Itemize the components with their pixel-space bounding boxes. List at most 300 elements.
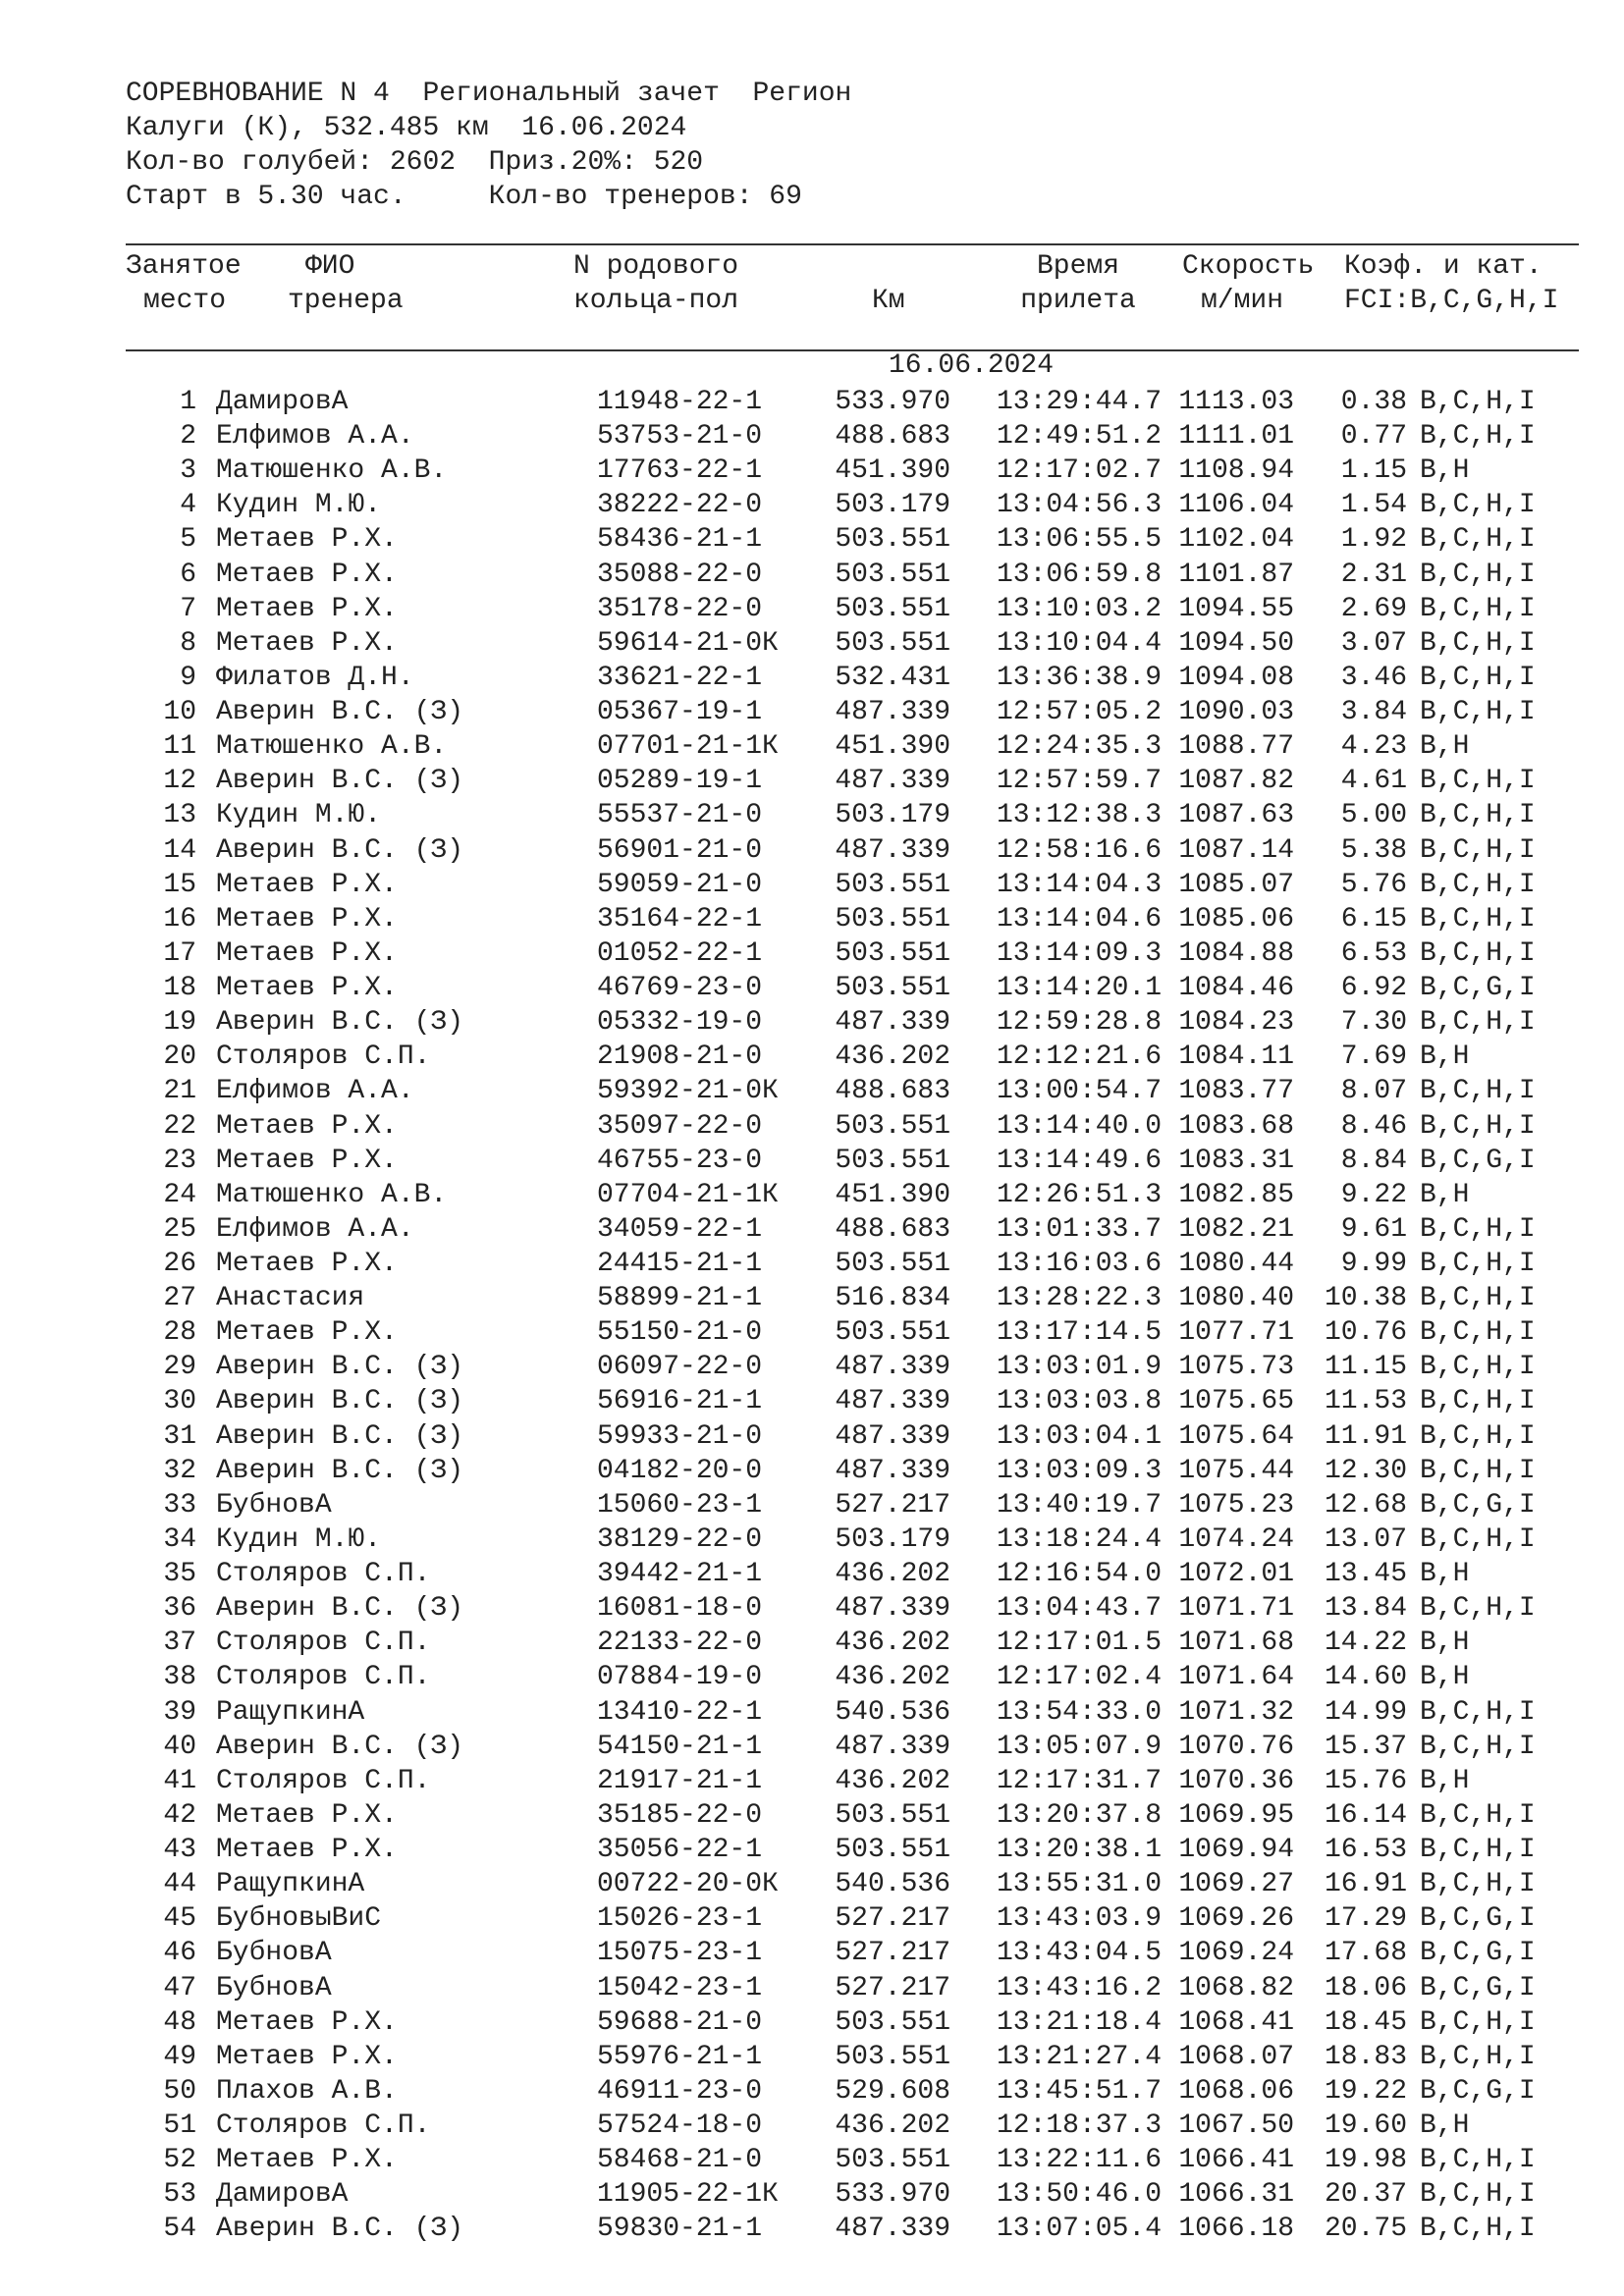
place-cell: 53 xyxy=(163,2179,196,2211)
category-cell: B,C,H,I xyxy=(1420,1799,1536,1831)
coefficient-cell: 12.68 xyxy=(1324,1489,1407,1521)
category-cell: B,C,H,I xyxy=(1420,387,1536,417)
ring-cell: 46755-23-0 xyxy=(597,1145,763,1176)
coefficient-cell: 1.15 xyxy=(1340,455,1407,487)
category-cell: B,C,H,I xyxy=(1420,524,1536,556)
coefficient-cell: 14.99 xyxy=(1324,1696,1407,1728)
place-cell: 7 xyxy=(180,593,196,624)
arrival-time-cell: 13:43:04.5 xyxy=(996,1938,1162,1969)
arrival-time-cell: 13:05:07.9 xyxy=(996,1731,1162,1762)
speed-cell: 1106.04 xyxy=(1178,490,1294,521)
distance-cell: 487.339 xyxy=(835,834,950,866)
arrival-time-cell: 13:14:04.6 xyxy=(996,903,1162,934)
coefficient-cell: 20.37 xyxy=(1324,2179,1407,2211)
distance-cell: 487.339 xyxy=(835,1455,950,1486)
col-ring-label: N родового xyxy=(573,251,739,282)
trainer-cell: Метаев Р.Х. xyxy=(216,937,398,969)
trainer-cell: Метаев Р.Х. xyxy=(216,1799,398,1831)
category-cell: B,C,H,I xyxy=(1420,1007,1536,1039)
place-cell: 23 xyxy=(163,1145,196,1176)
table-row xyxy=(126,1281,1579,1315)
distance-cell: 487.339 xyxy=(835,697,950,728)
coefficient-cell: 4.23 xyxy=(1340,731,1407,763)
distance-cell: 451.390 xyxy=(835,731,950,763)
ring-cell: 58436-21-1 xyxy=(597,524,763,556)
table-row xyxy=(126,868,1579,902)
distance-cell: 503.551 xyxy=(835,593,950,624)
place-cell: 9 xyxy=(180,662,196,693)
distance-cell: 527.217 xyxy=(835,1938,950,1969)
coefficient-cell: 16.53 xyxy=(1324,1835,1407,1866)
place-cell: 37 xyxy=(163,1628,196,1659)
category-cell: B,H xyxy=(1420,1179,1470,1210)
place-cell: 39 xyxy=(163,1696,196,1728)
distance-cell: 488.683 xyxy=(835,1076,950,1107)
category-cell: B,C,H,I xyxy=(1420,1696,1536,1728)
table-row xyxy=(126,1144,1579,1178)
arrival-time-cell: 13:28:22.3 xyxy=(996,1283,1162,1314)
place-cell: 2 xyxy=(180,421,196,453)
pigeon-count: Кол-во голубей: 2602 Приз.20%: 520 xyxy=(126,147,704,178)
table-row xyxy=(126,729,1579,764)
place-cell: 41 xyxy=(163,1765,196,1796)
trainer-cell: Аверин В.С. (З) xyxy=(216,1386,464,1417)
speed-cell: 1072.01 xyxy=(1178,1559,1294,1590)
distance-cell: 436.202 xyxy=(835,1765,950,1796)
coefficient-cell: 15.76 xyxy=(1324,1765,1407,1796)
coefficient-cell: 7.69 xyxy=(1340,1041,1407,1073)
place-cell: 12 xyxy=(163,766,196,797)
trainer-cell: БубновА xyxy=(216,1938,332,1969)
trainer-cell: Анастасия xyxy=(216,1283,365,1314)
table-row xyxy=(126,1730,1579,1764)
coefficient-cell: 15.37 xyxy=(1324,1731,1407,1762)
trainer-cell: БубновА xyxy=(216,1489,332,1521)
trainer-cell: Метаев Р.Х. xyxy=(216,2041,398,2072)
distance-cell: 487.339 xyxy=(835,2214,950,2245)
col-name-sublabel: тренера xyxy=(288,286,404,316)
trainer-cell: Метаев Р.Х. xyxy=(216,903,398,934)
ring-cell: 38222-22-0 xyxy=(597,490,763,521)
speed-cell: 1083.77 xyxy=(1178,1076,1294,1107)
category-cell: B,C,H,I xyxy=(1420,1352,1536,1383)
speed-cell: 1071.32 xyxy=(1178,1696,1294,1728)
arrival-time-cell: 13:14:40.0 xyxy=(996,1110,1162,1142)
ring-cell: 59059-21-0 xyxy=(597,869,763,900)
table-row xyxy=(126,833,1579,868)
coefficient-cell: 10.38 xyxy=(1324,1283,1407,1314)
trainer-cell: Метаев Р.Х. xyxy=(216,627,398,659)
trainer-cell: Столяров С.П. xyxy=(216,1041,431,1073)
ring-cell: 58899-21-1 xyxy=(597,1283,763,1314)
speed-cell: 1074.24 xyxy=(1178,1523,1294,1555)
table-row xyxy=(126,1247,1579,1281)
table-row xyxy=(126,419,1579,454)
table-row xyxy=(126,592,1579,626)
trainer-cell: ДамировА xyxy=(216,2179,349,2211)
arrival-time-cell: 13:43:16.2 xyxy=(996,1972,1162,2003)
trainer-cell: Аверин В.С. (З) xyxy=(216,1731,464,1762)
category-cell: B,C,H,I xyxy=(1420,903,1536,934)
distance-cell: 529.608 xyxy=(835,2075,950,2107)
speed-cell: 1087.82 xyxy=(1178,766,1294,797)
ring-cell: 22133-22-0 xyxy=(597,1628,763,1659)
table-row xyxy=(126,1315,1579,1350)
arrival-time-cell: 12:16:54.0 xyxy=(996,1559,1162,1590)
ring-cell: 05289-19-1 xyxy=(597,766,763,797)
table-row xyxy=(126,1867,1579,1901)
ring-cell: 59830-21-1 xyxy=(597,2214,763,2245)
category-cell: B,H xyxy=(1420,1628,1470,1659)
category-cell: B,C,H,I xyxy=(1420,593,1536,624)
ring-cell: 46911-23-0 xyxy=(597,2075,763,2107)
arrival-time-cell: 13:22:11.6 xyxy=(996,2145,1162,2176)
distance-cell: 436.202 xyxy=(835,1041,950,1073)
category-cell: B,C,H,I xyxy=(1420,2179,1536,2211)
table-row xyxy=(126,2212,1579,2246)
category-cell: B,C,H,I xyxy=(1420,1386,1536,1417)
distance-cell: 527.217 xyxy=(835,1972,950,2003)
arrival-time-cell: 13:50:46.0 xyxy=(996,2179,1162,2211)
arrival-time-cell: 13:43:03.9 xyxy=(996,1903,1162,1935)
distance-cell: 503.179 xyxy=(835,1523,950,1555)
speed-cell: 1111.01 xyxy=(1178,421,1294,453)
arrival-time-cell: 13:21:27.4 xyxy=(996,2041,1162,2072)
speed-cell: 1071.71 xyxy=(1178,1593,1294,1625)
table-row xyxy=(126,1591,1579,1626)
speed-cell: 1066.18 xyxy=(1178,2214,1294,2245)
trainer-cell: Матюшенко А.В. xyxy=(216,1179,448,1210)
column-headers xyxy=(126,249,1579,318)
ring-cell: 07884-19-0 xyxy=(597,1662,763,1693)
top-rule xyxy=(126,243,1579,245)
coefficient-cell: 5.76 xyxy=(1340,869,1407,900)
ring-cell: 11948-22-1 xyxy=(597,387,763,417)
place-cell: 32 xyxy=(163,1455,196,1486)
coefficient-cell: 14.22 xyxy=(1324,1628,1407,1659)
table-row xyxy=(126,1074,1579,1108)
speed-cell: 1070.76 xyxy=(1178,1731,1294,1762)
category-cell: B,H xyxy=(1420,1765,1470,1796)
category-cell: B,C,H,I xyxy=(1420,1317,1536,1349)
table-row xyxy=(126,764,1579,798)
speed-cell: 1084.46 xyxy=(1178,973,1294,1004)
speed-cell: 1069.24 xyxy=(1178,1938,1294,1969)
coefficient-cell: 12.30 xyxy=(1324,1455,1407,1486)
coefficient-cell: 1.54 xyxy=(1340,490,1407,521)
speed-cell: 1082.85 xyxy=(1178,1179,1294,1210)
ring-cell: 56901-21-0 xyxy=(597,834,763,866)
col-speed-sublabel: м/мин xyxy=(1201,286,1284,316)
coefficient-cell: 16.14 xyxy=(1324,1799,1407,1831)
arrival-time-cell: 13:06:55.5 xyxy=(996,524,1162,556)
speed-cell: 1068.06 xyxy=(1178,2075,1294,2107)
speed-cell: 1094.50 xyxy=(1178,627,1294,659)
ring-cell: 35088-22-0 xyxy=(597,559,763,590)
place-cell: 26 xyxy=(163,1249,196,1279)
place-cell: 48 xyxy=(163,2006,196,2038)
trainer-cell: Кудин М.Ю. xyxy=(216,800,382,831)
table-row xyxy=(126,1212,1579,1247)
trainer-cell: Метаев Р.Х. xyxy=(216,973,398,1004)
ring-cell: 59392-21-0К xyxy=(597,1076,779,1107)
table-row xyxy=(126,1384,1579,1418)
distance-cell: 503.551 xyxy=(835,2006,950,2038)
coefficient-cell: 2.69 xyxy=(1340,593,1407,624)
distance-cell: 503.551 xyxy=(835,1145,950,1176)
category-cell: B,C,H,I xyxy=(1420,559,1536,590)
trainer-cell: Аверин В.С. (З) xyxy=(216,1352,464,1383)
speed-cell: 1080.40 xyxy=(1178,1283,1294,1314)
arrival-time-cell: 12:57:59.7 xyxy=(996,766,1162,797)
category-cell: B,H xyxy=(1420,1559,1470,1590)
arrival-time-cell: 13:17:14.5 xyxy=(996,1317,1162,1349)
speed-cell: 1084.11 xyxy=(1178,1041,1294,1073)
distance-cell: 503.551 xyxy=(835,524,950,556)
speed-cell: 1069.94 xyxy=(1178,1835,1294,1866)
speed-cell: 1082.21 xyxy=(1178,1213,1294,1245)
col-speed-label: Скорость xyxy=(1182,251,1315,282)
table-row xyxy=(126,2005,1579,2040)
table-row xyxy=(126,488,1579,522)
distance-cell: 488.683 xyxy=(835,421,950,453)
category-cell: B,C,H,I xyxy=(1420,800,1536,831)
table-row xyxy=(126,1695,1579,1730)
col-ring-sublabel: кольца-пол xyxy=(573,286,739,316)
trainer-cell: Столяров С.П. xyxy=(216,2110,431,2141)
place-cell: 33 xyxy=(163,1489,196,1521)
trainer-cell: Метаев Р.Х. xyxy=(216,1249,398,1279)
place-cell: 15 xyxy=(163,869,196,900)
place-cell: 35 xyxy=(163,1559,196,1590)
coefficient-cell: 14.60 xyxy=(1324,1662,1407,1693)
place-cell: 18 xyxy=(163,973,196,1004)
arrival-time-cell: 13:03:04.1 xyxy=(996,1420,1162,1452)
arrival-time-cell: 12:12:21.6 xyxy=(996,1041,1162,1073)
trainer-cell: Метаев Р.Х. xyxy=(216,1110,398,1142)
ring-cell: 07701-21-1К xyxy=(597,731,779,763)
coefficient-cell: 6.15 xyxy=(1340,903,1407,934)
category-cell: B,C,G,I xyxy=(1420,1903,1536,1935)
table-row xyxy=(126,1660,1579,1694)
speed-cell: 1075.73 xyxy=(1178,1352,1294,1383)
trainer-cell: Столяров С.П. xyxy=(216,1662,431,1693)
coefficient-cell: 8.07 xyxy=(1340,1076,1407,1107)
distance-cell: 436.202 xyxy=(835,1662,950,1693)
date-group-label: 16.06.2024 xyxy=(889,350,1055,381)
category-cell: B,C,H,I xyxy=(1420,1523,1536,1555)
arrival-time-cell: 13:18:24.4 xyxy=(996,1523,1162,1555)
ring-cell: 15060-23-1 xyxy=(597,1489,763,1521)
trainer-cell: РащупкинА xyxy=(216,1869,365,1900)
competition-title: СОРЕВНОВАНИЕ N 4 Региональный зачет Регион xyxy=(126,79,852,109)
place-cell: 10 xyxy=(163,697,196,728)
speed-cell: 1075.23 xyxy=(1178,1489,1294,1521)
speed-cell: 1085.06 xyxy=(1178,903,1294,934)
col-km-label: Км xyxy=(872,286,905,316)
ring-cell: 35164-22-1 xyxy=(597,903,763,934)
coefficient-cell: 9.99 xyxy=(1340,1249,1407,1279)
ring-cell: 16081-18-0 xyxy=(597,1593,763,1625)
place-cell: 40 xyxy=(163,1731,196,1762)
trainer-cell: БубновыВиС xyxy=(216,1903,382,1935)
arrival-time-cell: 12:57:05.2 xyxy=(996,697,1162,728)
arrival-time-cell: 13:06:59.8 xyxy=(996,559,1162,590)
arrival-time-cell: 13:00:54.7 xyxy=(996,1076,1162,1107)
place-cell: 19 xyxy=(163,1007,196,1039)
speed-cell: 1075.44 xyxy=(1178,1455,1294,1486)
header-rule xyxy=(126,349,1579,351)
category-cell: B,C,H,I xyxy=(1420,1110,1536,1142)
place-cell: 13 xyxy=(163,800,196,831)
speed-cell: 1084.23 xyxy=(1178,1007,1294,1039)
category-cell: B,C,H,I xyxy=(1420,1076,1536,1107)
arrival-time-cell: 12:49:51.2 xyxy=(996,421,1162,453)
category-cell: B,C,G,I xyxy=(1420,1938,1536,1969)
table-row xyxy=(126,902,1579,936)
speed-cell: 1066.41 xyxy=(1178,2145,1294,2176)
place-cell: 28 xyxy=(163,1317,196,1349)
arrival-time-cell: 13:12:38.3 xyxy=(996,800,1162,831)
place-cell: 3 xyxy=(180,455,196,487)
category-cell: B,C,H,I xyxy=(1420,2214,1536,2245)
ring-cell: 39442-21-1 xyxy=(597,1559,763,1590)
coefficient-cell: 2.31 xyxy=(1340,559,1407,590)
distance-cell: 436.202 xyxy=(835,1628,950,1659)
speed-cell: 1070.36 xyxy=(1178,1765,1294,1796)
trainer-cell: Столяров С.П. xyxy=(216,1559,431,1590)
category-cell: B,C,H,I xyxy=(1420,937,1536,969)
ring-cell: 35185-22-0 xyxy=(597,1799,763,1831)
table-row xyxy=(126,522,1579,557)
ring-cell: 01052-22-1 xyxy=(597,937,763,969)
arrival-time-cell: 13:10:04.4 xyxy=(996,627,1162,659)
place-cell: 16 xyxy=(163,903,196,934)
table-row xyxy=(126,936,1579,971)
table-row xyxy=(126,1454,1579,1488)
category-cell: B,C,H,I xyxy=(1420,1593,1536,1625)
table-row xyxy=(126,2040,1579,2074)
table-row xyxy=(126,2177,1579,2212)
table-row xyxy=(126,1971,1579,2005)
distance-cell: 503.551 xyxy=(835,903,950,934)
arrival-time-cell: 13:54:33.0 xyxy=(996,1696,1162,1728)
arrival-time-cell: 13:36:38.9 xyxy=(996,662,1162,693)
category-cell: B,C,G,I xyxy=(1420,973,1536,1004)
table-row xyxy=(126,2109,1579,2143)
place-cell: 24 xyxy=(163,1179,196,1210)
col-coef-sublabel: FCI:B,C,G,H,I xyxy=(1344,286,1559,316)
arrival-time-cell: 13:45:51.7 xyxy=(996,2075,1162,2107)
speed-cell: 1094.08 xyxy=(1178,662,1294,693)
arrival-time-cell: 13:14:20.1 xyxy=(996,973,1162,1004)
coefficient-cell: 0.77 xyxy=(1340,421,1407,453)
distance-cell: 487.339 xyxy=(835,1731,950,1762)
coefficient-cell: 11.15 xyxy=(1324,1352,1407,1383)
arrival-time-cell: 13:10:03.2 xyxy=(996,593,1162,624)
ring-cell: 13410-22-1 xyxy=(597,1696,763,1728)
ring-cell: 21908-21-0 xyxy=(597,1041,763,1073)
place-cell: 22 xyxy=(163,1110,196,1142)
ring-cell: 34059-22-1 xyxy=(597,1213,763,1245)
trainer-cell: Метаев Р.Х. xyxy=(216,593,398,624)
arrival-time-cell: 13:20:38.1 xyxy=(996,1835,1162,1866)
table-row xyxy=(126,695,1579,729)
trainer-cell: Метаев Р.Х. xyxy=(216,2006,398,2038)
category-cell: B,C,H,I xyxy=(1420,421,1536,453)
coefficient-cell: 6.92 xyxy=(1340,973,1407,1004)
trainer-cell: ДамировА xyxy=(216,387,349,417)
coefficient-cell: 0.38 xyxy=(1340,387,1407,417)
ring-cell: 58468-21-0 xyxy=(597,2145,763,2176)
arrival-time-cell: 12:58:16.6 xyxy=(996,834,1162,866)
arrival-time-cell: 13:55:31.0 xyxy=(996,1869,1162,1900)
place-cell: 8 xyxy=(180,627,196,659)
trainer-cell: Метаев Р.Х. xyxy=(216,559,398,590)
speed-cell: 1075.64 xyxy=(1178,1420,1294,1452)
table-row xyxy=(126,2074,1579,2109)
place-cell: 45 xyxy=(163,1903,196,1935)
distance-cell: 533.970 xyxy=(835,387,950,417)
category-cell: B,C,H,I xyxy=(1420,697,1536,728)
category-cell: B,C,H,I xyxy=(1420,1420,1536,1452)
trainer-cell: Аверин В.С. (З) xyxy=(216,697,464,728)
table-row xyxy=(126,1936,1579,1970)
trainer-cell: Елфимов А.А. xyxy=(216,1076,414,1107)
speed-cell: 1087.63 xyxy=(1178,800,1294,831)
trainer-cell: Елфимов А.А. xyxy=(216,421,414,453)
arrival-time-cell: 12:17:02.7 xyxy=(996,455,1162,487)
table-row xyxy=(126,1419,1579,1454)
speed-cell: 1080.44 xyxy=(1178,1249,1294,1279)
coefficient-cell: 8.46 xyxy=(1340,1110,1407,1142)
trainer-cell: Аверин В.С. (З) xyxy=(216,1007,464,1039)
table-row xyxy=(126,798,1579,832)
distance-cell: 503.551 xyxy=(835,869,950,900)
speed-cell: 1087.14 xyxy=(1178,834,1294,866)
speed-cell: 1085.07 xyxy=(1178,869,1294,900)
arrival-time-cell: 12:59:28.8 xyxy=(996,1007,1162,1039)
speed-cell: 1084.88 xyxy=(1178,937,1294,969)
table-row xyxy=(126,1901,1579,1936)
coefficient-cell: 5.00 xyxy=(1340,800,1407,831)
place-cell: 11 xyxy=(163,731,196,763)
coefficient-cell: 18.45 xyxy=(1324,2006,1407,2038)
table-row xyxy=(126,626,1579,661)
ring-cell: 15042-23-1 xyxy=(597,1972,763,2003)
category-cell: B,C,G,I xyxy=(1420,1489,1536,1521)
place-cell: 29 xyxy=(163,1352,196,1383)
place-cell: 4 xyxy=(180,490,196,521)
arrival-time-cell: 13:03:03.8 xyxy=(996,1386,1162,1417)
table-row xyxy=(126,971,1579,1005)
trainer-cell: Филатов Д.Н. xyxy=(216,662,414,693)
place-cell: 47 xyxy=(163,1972,196,2003)
category-cell: B,H xyxy=(1420,1662,1470,1693)
speed-cell: 1071.64 xyxy=(1178,1662,1294,1693)
distance-cell: 436.202 xyxy=(835,2110,950,2141)
category-cell: B,C,H,I xyxy=(1420,1731,1536,1762)
trainer-cell: Метаев Р.Х. xyxy=(216,1145,398,1176)
ring-cell: 59614-21-0К xyxy=(597,627,779,659)
speed-cell: 1069.27 xyxy=(1178,1869,1294,1900)
place-cell: 46 xyxy=(163,1938,196,1969)
report-header xyxy=(126,77,1579,214)
coefficient-cell: 19.98 xyxy=(1324,2145,1407,2176)
distance-cell: 503.551 xyxy=(835,1317,950,1349)
speed-cell: 1113.03 xyxy=(1178,387,1294,417)
category-cell: B,C,H,I xyxy=(1420,2041,1536,2072)
